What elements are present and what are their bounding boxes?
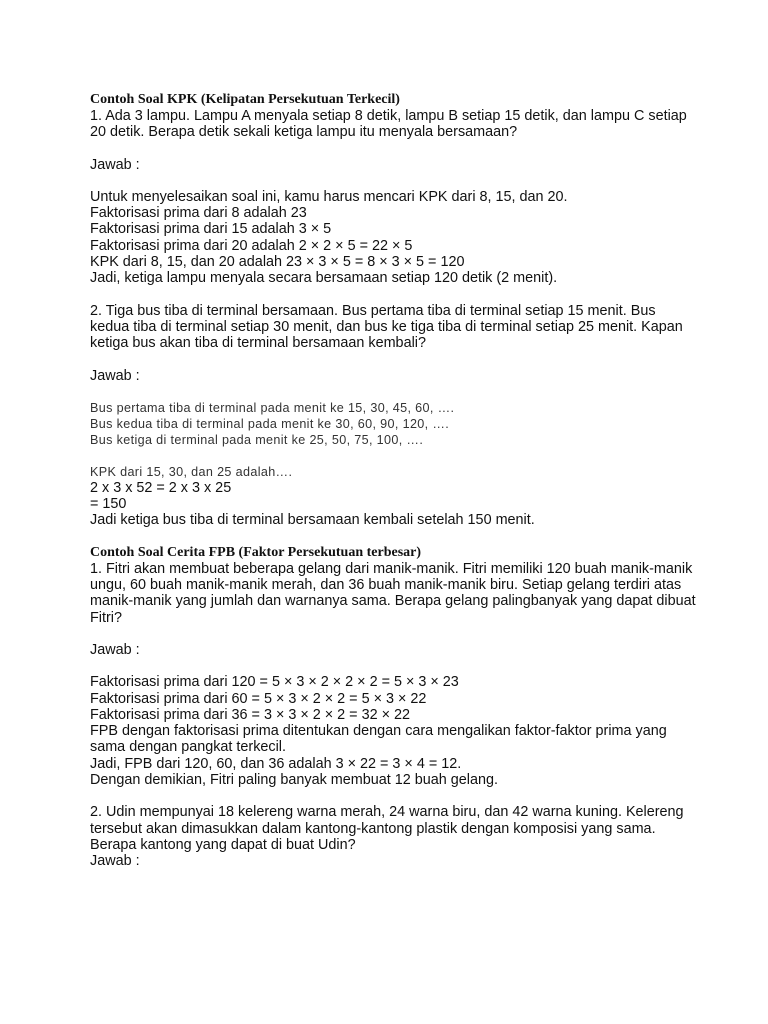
kpk-q1-answer-line: Untuk menyelesaikan soal ini, kamu harus mencari KPK dari 8, 15, dan 20. [90,188,568,205]
kpk-heading: Contoh Soal KPK (Kelipatan Persekutuan Terkecil) [90,92,400,107]
fpb-q1-line: manik-manik yang jumlah dan warnanya sama. Berapa gelang palingbanyak yang dapat dibuat [90,593,696,610]
kpk-q2-bus-line: Bus pertama tiba di terminal pada menit ke 15, 30, 45, 60, …. [90,400,455,415]
kpk-q1-answer-line: Jadi, ketiga lampu menyala secara bersamaan setiap 120 detik (2 menit). [90,270,558,287]
fpb-q2-answer-label: Jawab : [90,853,140,870]
fpb-q2-line: tersebut akan dimasukkan dalam kantong-kantong plastik dengan komposisi yang sama. [90,820,656,837]
fpb-q2-line: 2. Udin mempunyai 18 kelereng warna merah, 24 warna biru, dan 42 warna kuning. Kelereng [90,804,684,821]
kpk-q1-answer-line: Faktorisasi prima dari 8 adalah 23 [90,205,307,222]
fpb-q1-line: Fitri? [90,609,122,626]
kpk-q2-line: 2. Tiga bus tiba di terminal bersamaan. Bus pertama tiba di terminal setiap 15 menit. Bus [90,302,656,319]
kpk-q2-bus-line: Bus kedua tiba di terminal pada menit ke 30, 60, 90, 120, …. [90,416,450,431]
fpb-q1-answer-line: Faktorisasi prima dari 120 = 5 × 3 × 2 × 2 × 2 = 5 × 3 × 23 [90,674,459,691]
kpk-q1-answer-line: Faktorisasi prima dari 15 adalah 3 × 5 [90,221,332,238]
fpb-q1-answer-line: Jadi, FPB dari 120, 60, dan 36 adalah 3 × 22 = 3 × 4 = 12. [90,755,462,772]
fpb-q1-answer-line: Faktorisasi prima dari 36 = 3 × 3 × 2 × 2 = 32 × 22 [90,706,410,723]
fpb-q1-answer-line: Faktorisasi prima dari 60 = 5 × 3 × 2 × 2 = 5 × 3 × 22 [90,690,427,707]
fpb-heading: Contoh Soal Cerita FPB (Faktor Persekutuan terbesar) [90,544,422,560]
kpk-q1-line: 20 detik. Berapa detik sekali ketiga lampu itu menyala bersamaan? [90,124,518,141]
fpb-q1-answer-label: Jawab : [90,641,140,658]
kpk-q1-answer-label: Jawab : [90,156,140,173]
fpb-q1-answer-line: sama dengan pangkat terkecil. [90,739,286,756]
fpb-q1-answer-line: Dengan demikian, Fitri paling banyak membuat 12 buah gelang. [90,772,498,789]
kpk-q2-answer-line: = 150 [90,496,127,513]
kpk-q2-line: kedua tiba di terminal setiap 30 menit, dan bus ke tiga tiba di terminal setiap 25 menit. Kapan [90,318,683,335]
fpb-q1-line: 1. Fitri akan membuat beberapa gelang dari manik-manik. Fitri memiliki 120 buah manik-manik [90,560,693,577]
kpk-q2-answer-label: Jawab : [90,367,140,384]
kpk-q2-answer-line: Jadi ketiga bus tiba di terminal bersamaan kembali setelah 150 menit. [90,512,535,529]
kpk-q1-answer-line: KPK dari 8, 15, dan 20 adalah 23 × 3 × 5 = 8 × 3 × 5 = 120 [90,254,465,271]
fpb-q1-answer-line: FPB dengan faktorisasi prima ditentukan dengan cara mengalikan faktor-faktor prima yang [90,723,667,740]
kpk-q1-line: 1. Ada 3 lampu. Lampu A menyala setiap 8 detik, lampu B setiap 15 detik, dan lampu C setiap [90,108,687,124]
fpb-q2-line: Berapa kantong yang dapat di buat Udin? [90,836,356,853]
kpk-q2-line: ketiga bus akan tiba di terminal bersamaan kembali? [90,335,426,352]
kpk-q2-kpk-line: KPK dari 15, 30, dan 25 adalah…. [90,464,293,479]
kpk-q1-answer-line: Faktorisasi prima dari 20 adalah 2 × 2 × 5 = 22 × 5 [90,237,413,254]
fpb-q1-line: ungu, 60 buah manik-manik merah, dan 36 buah manik-manik biru. Setiap gelang terdiri atas [90,577,682,594]
kpk-q2-bus-line: Bus ketiga di terminal pada menit ke 25, 50, 75, 100, …. [90,432,424,447]
kpk-q2-answer-line: 2 x 3 x 52 = 2 x 3 x 25 [90,479,232,496]
